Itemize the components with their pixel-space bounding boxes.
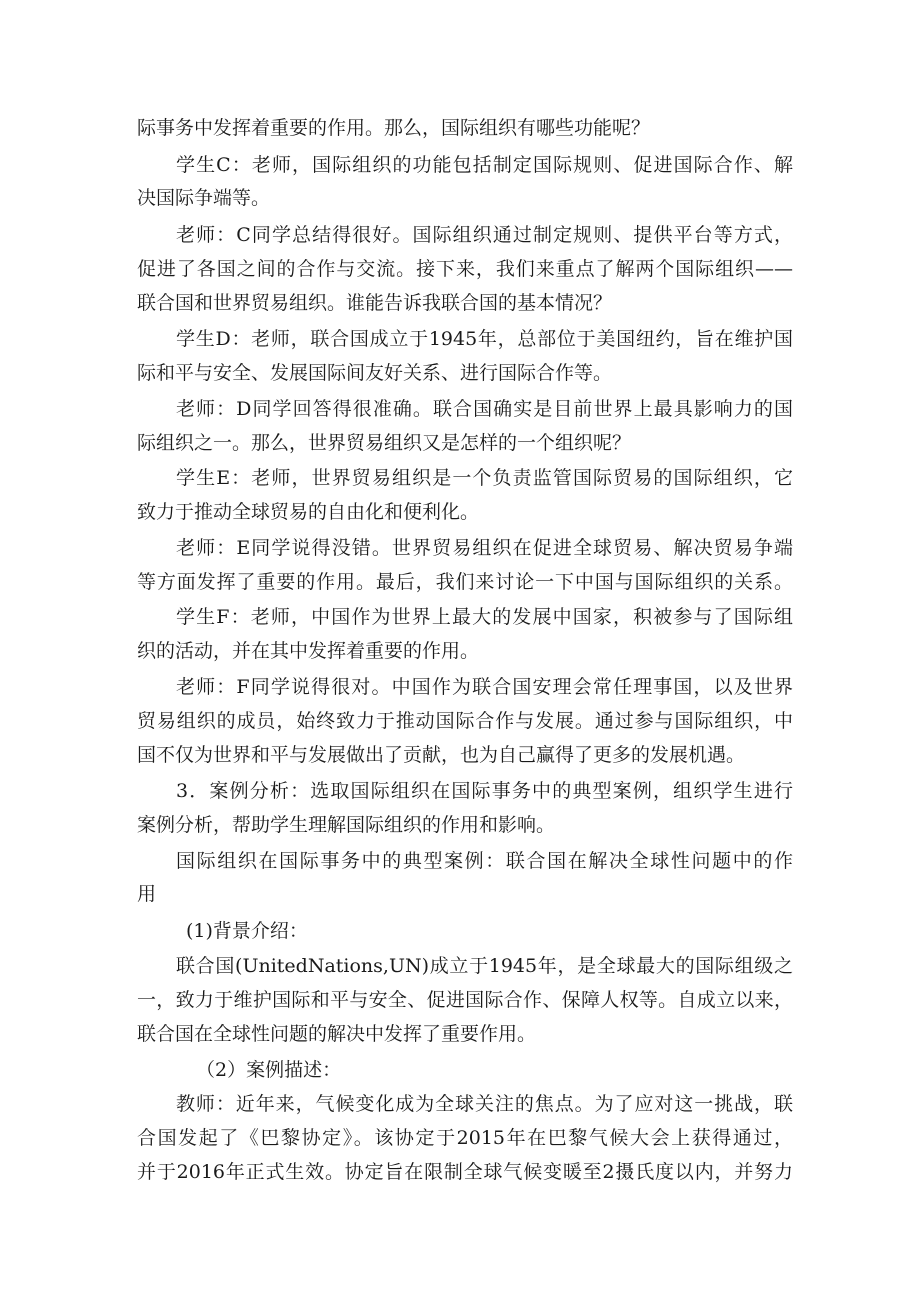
text-line: 老师：D同学回答得很准确。联合国确实是目前世界上最具影响力的国 (176, 398, 793, 420)
text-line: 一，致力于维护国际和平与安全、促进国际合作、保障人权等。自成立以来， (137, 989, 793, 1011)
text-line: 织的活动，并在其中发挥着重要的作用。 (137, 640, 480, 662)
text-line: 学生C：老师，国际组织的功能包括制定国际规则、促进国际合作、解 (176, 154, 793, 176)
text-line: 贸易组织的成员，始终致力于推动国际合作与发展。通过参与国际组织，中 (137, 710, 793, 732)
text-line: 致力于推动全球贸易的自由化和便利化。 (137, 501, 480, 523)
text-line: 用 (137, 883, 157, 905)
text-line: 教师：近年来，气候变化成为全球关注的焦点。为了应对这一挑战，联 (176, 1093, 793, 1115)
text-line: 案例分析，帮助学生理解国际组织的作用和影响。 (137, 814, 556, 836)
text-line: 合国发起了《巴黎协定》。该协定于2015年在巴黎气候大会上获得通过， (137, 1127, 793, 1149)
text-line: 际组织之一。那么，世界贸易组织又是怎样的一个组织呢？ (137, 432, 632, 454)
text-line: 学生D：老师，联合国成立于1945年，总部位于美国纽约，旨在维护国 (176, 328, 793, 350)
text-line: 促进了各国之间的合作与交流。接下来，我们来重点了解两个国际组织—— (137, 258, 793, 280)
text-line: 国际组织在国际事务中的典型案例：联合国在解决全球性问题中的作 (176, 850, 793, 872)
text-line: 老师：F同学说得很对。中国作为联合国安理会常任理事国，以及世界 (176, 676, 793, 698)
text-line: 并于2016年正式生效。协定旨在限制全球气候变暖至2摄氏度以内，并努力 (137, 1161, 793, 1183)
text-line: 老师：C同学总结得很好。国际组织通过制定规则、提供平台等方式， (176, 224, 793, 246)
text-line: 际事务中发挥着重要的作用。那么，国际组织有哪些功能呢？ (137, 117, 651, 139)
text-line: 学生F：老师，中国作为世界上最大的发展中国家，积被参与了国际组 (176, 606, 793, 628)
text-line: 际和平与安全、发展国际间友好关系、进行国际合作等。 (137, 362, 613, 384)
text-line: 国不仅为世界和平与发展做出了贡献，也为自己赢得了更多的发展机遇。 (137, 744, 746, 766)
text-line: 联合国在全球性问题的解决中发挥了重要作用。 (137, 1023, 537, 1045)
text-line: 联合国和世界贸易组织。谁能告诉我联合国的基本情况？ (137, 292, 613, 314)
subheading: (1)背景介绍： (186, 920, 308, 942)
text-line: 学生E：老师，世界贸易组织是一个负责监管国际贸易的国际组织，它 (176, 467, 793, 489)
subheading: （2）案例描述： (196, 1059, 342, 1081)
text-line: 老师：E同学说得没错。世界贸易组织在促进全球贸易、解决贸易争端 (176, 537, 793, 559)
text-line: 3．案例分析：选取国际组织在国际事务中的典型案例，组织学生进行 (176, 780, 793, 802)
text-line: 联合国(UnitedNations,UN)成立于1945年，是全球最大的国际组级之 (176, 955, 793, 977)
text-line: 决国际争端等。 (137, 187, 271, 209)
text-line: 等方面发挥了重要的作用。最后，我们来讨论一下中国与国际组织的关系。 (137, 571, 793, 593)
